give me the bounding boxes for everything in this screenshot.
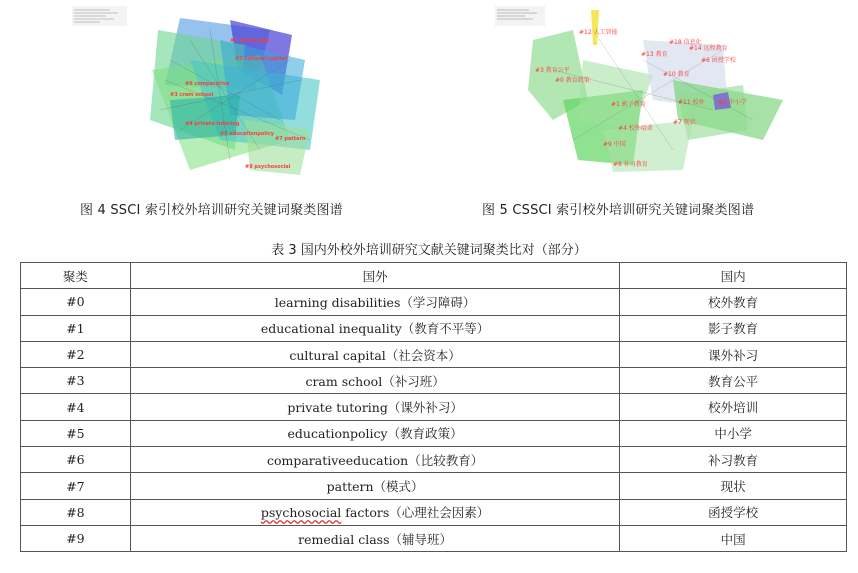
fig5-label-18: #18 信息化 [669, 39, 702, 46]
header-domestic: 国内 [620, 263, 847, 289]
domestic-cell: 函授学校 [620, 499, 847, 525]
foreign-cell: educationpolicy（教育政策） [130, 420, 619, 446]
cluster-cell: #2 [21, 341, 131, 367]
foreign-cell: learning disabilities（学习障碍） [130, 289, 619, 315]
table-row [21, 289, 847, 315]
fig4-label-6: #6 comparative [185, 81, 230, 87]
fig5-label-7: #7 现状 [673, 119, 696, 126]
cluster-cell: #5 [21, 420, 131, 446]
fig5-label-1: #1 影子教育 [611, 101, 646, 108]
header-cluster: 聚类 [21, 263, 131, 289]
figure-ssci-cluster-map [70, 0, 340, 180]
table-header-row [21, 263, 847, 289]
fig4-label-3: #3 cram school [170, 92, 214, 98]
foreign-cell: pattern（模式） [130, 473, 619, 499]
domestic-cell: 补习教育 [620, 447, 847, 473]
table-title: 表 3 国内外校外培训研究文献关键词聚类比对（部分） [271, 243, 587, 258]
cluster-cell: #6 [21, 447, 131, 473]
figure-5-caption: 图 5 CSSCI 索引校外培训研究关键词聚类图谱 [482, 203, 755, 218]
cluster-cell: #0 [21, 289, 131, 315]
cluster-cell: #9 [21, 525, 131, 551]
cluster-cell: #3 [21, 368, 131, 394]
domestic-cell: 影子教育 [620, 315, 847, 341]
foreign-cell: cram school（补习班） [130, 368, 619, 394]
fig5-label-9: #9 中国 [603, 141, 626, 148]
header-foreign: 国外 [130, 263, 619, 289]
fig5-label-12: #12 人工智能 [579, 29, 618, 36]
table-row [21, 341, 847, 367]
domestic-cell: 校外培训 [620, 394, 847, 420]
fig4-label-5: #5 educationpolicy [220, 131, 275, 137]
domestic-cell: 中国 [620, 525, 847, 551]
foreign-cell: remedial class（辅导班） [130, 525, 619, 551]
fig5-label-5: #5 中小学 [718, 99, 747, 106]
domestic-cell: 中小学 [620, 420, 847, 446]
table-row [21, 420, 847, 446]
fig4-label-1: #1 well-being [230, 38, 269, 44]
fig5-label-13: #13 教育 [641, 51, 668, 58]
cluster-cell: #4 [21, 394, 131, 420]
foreign-cell [130, 499, 619, 525]
domestic-cell: 现状 [620, 473, 847, 499]
table-row [21, 394, 847, 420]
fig4-label-7: #7 pattern [275, 136, 306, 142]
fig5-label-6: #6 函授学校 [701, 57, 736, 64]
fig5-label-4: #4 校外培训 [618, 125, 653, 132]
foreign-cell: private tutoring（课外补习） [130, 394, 619, 420]
spellcheck-word: psychosocial [260, 505, 342, 521]
fig5-label-14: #14 远程教育 [689, 45, 728, 52]
fig5-label-10: #10 教育 [663, 71, 690, 78]
table-row [21, 525, 847, 551]
foreign-cell: cultural capital（社会资本） [130, 341, 619, 367]
keyword-cluster-table [20, 262, 847, 552]
foreign-cell: educational inequality（教育不平等） [130, 315, 619, 341]
fig4-label-4: #4 private tutoring [185, 121, 240, 127]
cluster-cell: #7 [21, 473, 131, 499]
cluster-cell: #1 [21, 315, 131, 341]
domestic-cell: 校外教育 [620, 289, 847, 315]
table-row [21, 368, 847, 394]
table-row [21, 499, 847, 525]
cluster-cell: #8 [21, 499, 131, 525]
fig4-label-2: #2 cultural capital [235, 56, 287, 62]
domestic-cell: 教育公平 [620, 368, 847, 394]
fig5-label-11: #11 校外 [678, 99, 705, 106]
foreign-cell-rest: factors（心理社会因素） [341, 505, 490, 521]
table-row [21, 447, 847, 473]
foreign-cell: comparativeeducation（比较教育） [130, 447, 619, 473]
figure-4-caption: 图 4 SSCI 索引校外培训研究关键词聚类图谱 [80, 203, 343, 218]
fig5-label-0: #0 教育政策 [555, 77, 590, 84]
domestic-cell: 课外补习 [620, 341, 847, 367]
figure-cssci-cluster-map [493, 0, 803, 180]
fig4-label-8: #8 psychosocial [245, 164, 291, 170]
table-row [21, 315, 847, 341]
fig5-label-8: #8 补习教育 [613, 161, 648, 168]
table-row [21, 473, 847, 499]
fig5-label-3: #3 教育公平 [535, 67, 570, 74]
